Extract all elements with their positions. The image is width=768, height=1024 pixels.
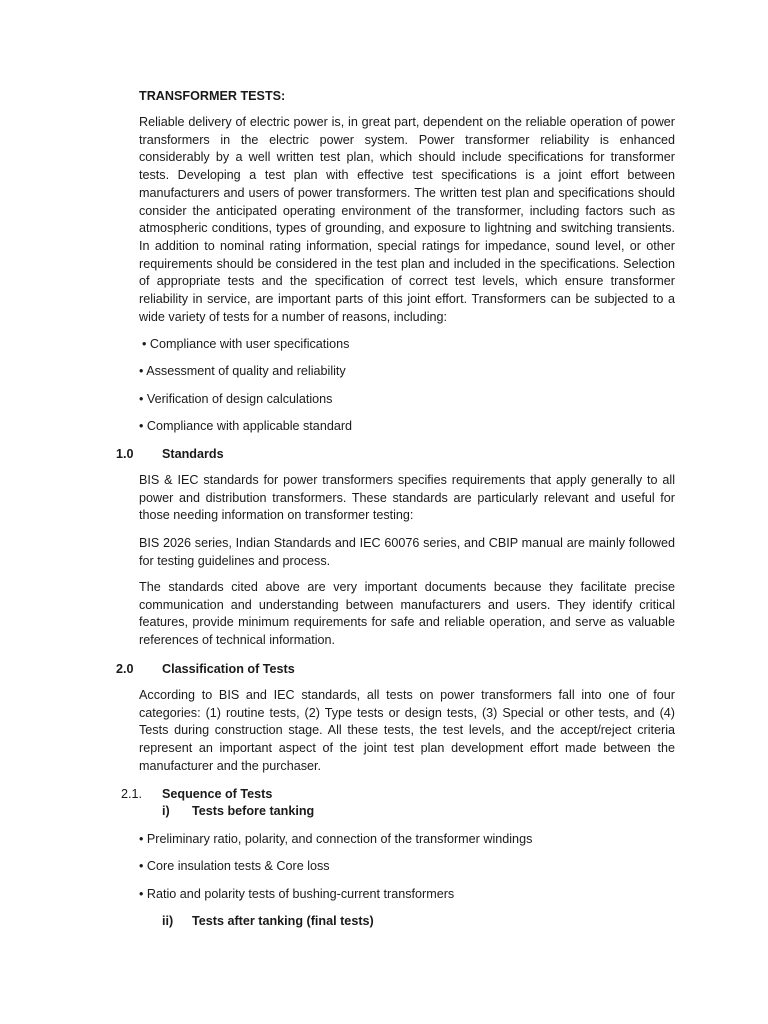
subsection-number: ii) [162, 914, 174, 928]
list-item: • Compliance with user specifications [142, 337, 350, 351]
subsection-heading: Tests before tanking [192, 804, 315, 818]
list-item: • Preliminary ratio, polarity, and connection of the transformer windings [139, 832, 533, 846]
section-heading: Standards [162, 447, 224, 461]
document-title: TRANSFORMER TESTS: [139, 89, 286, 103]
list-item: • Core insulation tests & Core loss [139, 859, 330, 873]
list-item: • Assessment of quality and reliability [139, 364, 346, 378]
section-heading: Sequence of Tests [162, 787, 273, 801]
section-number: 2.1. [121, 787, 143, 801]
classification-paragraph: According to BIS and IEC standards, all tests on power transformers fall into one of four categories: (1) routine tests, (2) Type tests or design tests, (3) Special or other tests, and (4) Tests during construction stage. All these tests, the test levels, and the accept/reject criteria represent an important aspect of the joint test plan development effort made between the manufacturer and the purchaser. [139, 688, 675, 773]
standards-paragraph: BIS & IEC standards for power transformers specifies requirements that apply generally to all power and distribution transformers. These standards are particularly relevant and useful for those needing information on transformer testing: [139, 473, 675, 523]
list-item: • Verification of design calculations [139, 392, 333, 406]
list-item: • Ratio and polarity tests of bushing-current transformers [139, 887, 455, 901]
subsection-heading: Tests after tanking (final tests) [192, 914, 374, 928]
list-item: • Compliance with applicable standard [139, 419, 353, 433]
section-heading: Classification of Tests [162, 662, 295, 676]
section-number: 1.0 [116, 447, 134, 461]
subsection-number: i) [162, 804, 170, 818]
standards-paragraph: BIS 2026 series, Indian Standards and IEC 60076 series, and CBIP manual are mainly followed for testing guidelines and process. [139, 536, 675, 568]
intro-paragraph: Reliable delivery of electric power is, in great part, dependent on the reliable operation of power transformers in the electric power system. Power transformer reliability is enhanced considerably by a well written test plan, which should include specifications for transformer tests. Developing a test plan with effective test specifications is a joint effort between manufacturers and users of power transformers. The written test plan and specifications should consider the anticipated operating environment of the transformer, including factors such as atmospheric conditions, types of grounding, and exposure to lightning and switching transients. In addition to nominal rating information, special ratings for impedance, sound level, or other requirements should be considered in the test plan and included in the specifications. Selection of appropriate tests and the specification of correct test levels, which ensure transformer reliability in service, are important parts of this joint effort. Transformers can be subjected to a wide variety of tests for a number of reasons, including: [139, 115, 675, 324]
standards-paragraph: The standards cited above are very important documents because they facilitate precise communication and understanding between manufacturers and users. They identify critical features, provide minimum requirements for safe and reliable operation, and serve as valuable references of technical information. [139, 580, 675, 648]
section-number: 2.0 [116, 662, 134, 676]
